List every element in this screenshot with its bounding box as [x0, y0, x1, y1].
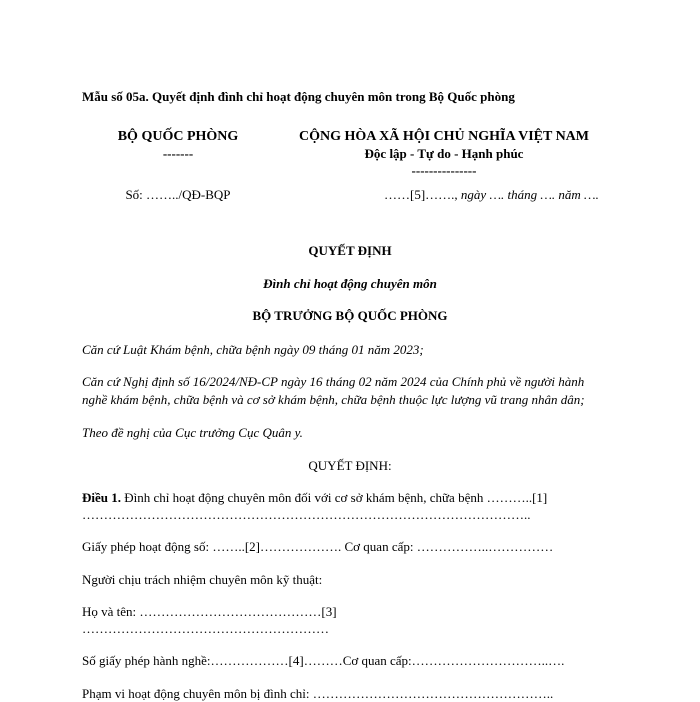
national-motto: Độc lập - Tự do - Hạnh phúc: [364, 146, 524, 161]
legal-basis-2-cont: nghề khám bệnh, chữa bệnh và cơ sở khám bệnh, chữa bệnh thuộc lực lượng vũ trang nhân dân;: [82, 392, 585, 407]
place-date-prefix: ……[5]…….,: [384, 187, 461, 202]
suspended-scope-line: Phạm vi hoạt động chuyên môn bị đình chỉ: ………………………………………………..: [82, 686, 554, 701]
full-name-line: Họ và tên: ……………………………………[3]: [82, 604, 337, 619]
country-name: CỘNG HÒA XÃ HỘI CHỦ NGHĨA VIỆT NAM: [298, 129, 589, 144]
practice-certificate-line: Số giấy phép hành nghề:………………[4]………Cơ quan cấp:…………………………..….: [82, 653, 565, 668]
full-name-fill: …………………………………………………: [82, 621, 329, 636]
date-placeholder: ngày …. tháng …. năm ….: [460, 187, 599, 202]
place-date: [384, 187, 599, 203]
document-title: QUYẾT ĐỊNH: [308, 243, 392, 258]
license-line: Giấy phép hoạt động số: ……..[2]………………. Cơ quan cấp: ……………..……………: [82, 539, 554, 554]
decision-heading: QUYẾT ĐỊNH:: [308, 458, 392, 473]
article-1-text: Đình chỉ hoạt động chuyên môn đối với cơ sở khám bệnh, chữa bệnh ………..[1]: [121, 490, 548, 505]
document-subject: Đình chỉ hoạt động chuyên môn: [263, 276, 437, 291]
article-1-fill: …………………………………………………………………………………………..: [82, 507, 531, 522]
responsible-person-label: Người chịu trách nhiệm chuyên môn kỹ thuật:: [82, 572, 323, 587]
ministry-name: BỘ QUỐC PHÒNG: [117, 129, 239, 144]
form-title: Mẫu số 05a. Quyết định đình chỉ hoạt động chuyên môn trong Bộ Quốc phòng: [82, 89, 515, 104]
motto-divider: ---------------: [411, 163, 477, 178]
article-1-label: Điều 1.: [82, 490, 121, 505]
ministry-divider: -------: [162, 146, 194, 161]
article-1: [82, 490, 547, 506]
issuing-authority: BỘ TRƯỞNG BỘ QUỐC PHÒNG: [252, 308, 448, 323]
legal-basis-1: Căn cứ Luật Khám bệnh, chữa bệnh ngày 09 tháng 01 năm 2023;: [82, 342, 424, 357]
decision-number: Số: ……../QĐ-BQP: [125, 187, 231, 202]
legal-basis-2: Căn cứ Nghị định số 16/2024/NĐ-CP ngày 16 tháng 02 năm 2024 của Chính phủ về người hành: [82, 374, 585, 389]
proposal-basis: Theo đề nghị của Cục trưởng Cục Quân y.: [82, 425, 303, 440]
